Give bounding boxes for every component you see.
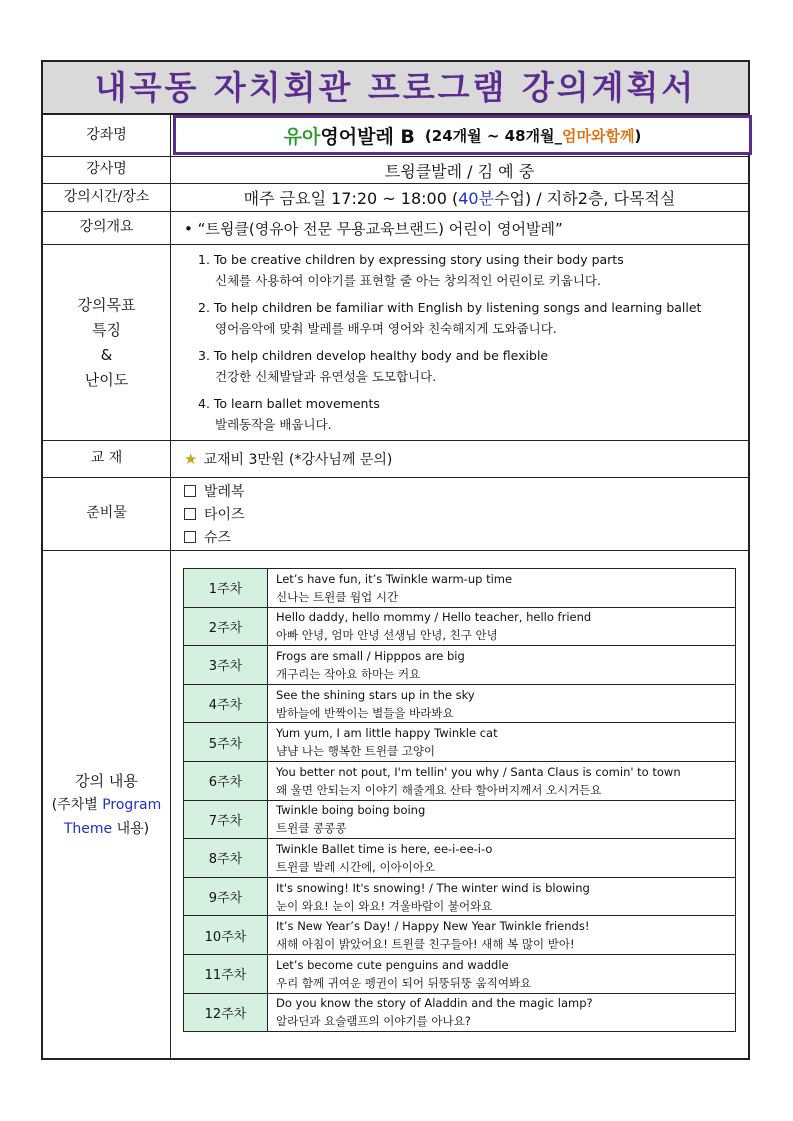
week-theme-en: Yum yum, I am little happy Twinkle cat [276,726,498,741]
goal-en: 2. To help children be familiar with English by listening songs and learning ballet [198,300,702,315]
week-theme-ko: 밤하늘에 반짝이는 별들을 바라봐요 [276,705,454,720]
page-title: 내곡동 자치회관 프로그램 강의계획서 [43,62,748,115]
course-age-prefix: (24개월 ~ 48개월_ [424,126,562,145]
week-row [184,916,736,955]
week-row [184,954,736,993]
overview-value: • “트윙클(영유아 전문 무용교육브랜드) 어린이 영어발레” [184,219,563,238]
content-label-theme: Theme [63,820,113,837]
week-row [184,800,736,839]
week-theme-en: Do you know the story of Aladdin and the magic lamp? [276,996,593,1011]
goal-ko: 발레동작을 배웁니다. [215,417,332,432]
content-label [43,551,171,1058]
goals-list [171,245,748,440]
content-label-line1: 강의 내용 [75,771,138,790]
goals-label [43,245,171,440]
week-theme [268,800,736,839]
goal-item [198,393,748,435]
course-label: 강좌명 [43,115,171,156]
goals-label-line: 특징 [92,320,121,339]
week-theme [268,839,736,878]
materials-item-label: 슈즈 [204,530,232,546]
week-number: 1주차 [184,569,268,608]
week-number: 11주차 [184,954,268,993]
week-number: 10주차 [184,916,268,955]
schedule-suffix: 수업) / 지하2층, 다목적실 [494,189,676,208]
week-theme-en: Frogs are small / Hipppos are big [276,648,465,663]
instructor-row [43,157,748,184]
week-theme [268,684,736,723]
week-theme [268,646,736,685]
week-number: 4주차 [184,684,268,723]
week-theme [268,916,736,955]
goals-label-line: & [100,345,113,364]
schedule-value [171,184,748,211]
week-theme-en: It's snowing! It's snowing! / The winter wind is blowing [276,880,590,895]
week-theme [268,993,736,1032]
course-name-green: 유아 [283,125,321,148]
goal-ko: 신체를 사용하여 이야기를 표현할 줄 아는 창의적인 어린이로 키웁니다. [215,273,601,288]
schedule-duration: 40분 [458,189,495,208]
schedule-prefix: 매주 금요일 17:20 ~ 18:00 ( [243,189,459,208]
overview-label: 강의개요 [43,212,171,244]
checkbox-icon [184,531,196,543]
content-label-line3 [64,817,149,841]
textbook-value: 교재비 3만원 (*강사님께 문의) [203,452,393,468]
week-row [184,839,736,878]
weekly-schedule-table [183,568,736,1032]
course-row [43,115,748,157]
week-theme [268,569,736,608]
week-row [184,569,736,608]
goals-label-line: 강의목표 [77,295,136,314]
goal-en: 4. To learn ballet movements [198,396,380,411]
week-theme-ko: 알라딘과 요술램프의 이야기를 아나요? [276,1014,471,1029]
week-row [184,877,736,916]
week-theme-en: You better not pout, I'm tellin' you why / Santa Claus is comin' to town [276,764,681,779]
goals-label-line: 난이도 [84,370,129,389]
week-theme-ko: 트윈클 발레 시간에, 이아이아오 [276,859,436,874]
week-number: 3주차 [184,646,268,685]
course-age [425,125,641,146]
materials-item [184,527,748,550]
week-theme-ko: 개구리는 작아요 하마는 커요 [276,666,421,681]
materials-item [184,504,748,527]
content-row [43,551,748,1058]
week-theme [268,761,736,800]
materials-item [184,481,748,504]
week-number: 5주차 [184,723,268,762]
content-label-program: Program [102,796,162,813]
week-row [184,761,736,800]
week-row [184,607,736,646]
week-row [184,646,736,685]
goal-en: 3. To help children develop healthy body and be flexible [198,348,549,363]
week-theme-en: Twinkle Ballet time is here, ee-i-ee-i-o [276,841,493,856]
lecture-plan-form [41,60,750,1060]
materials-item-label: 발레복 [204,484,245,500]
goal-ko: 건강한 신체발달과 유연성을 도모합니다. [215,369,437,384]
week-theme-ko: 왜 울면 안되는지 이야기 해줄게요 산타 할아버지께서 오시거든요 [276,782,602,797]
textbook-value-cell [171,441,748,477]
goals-row [43,245,748,441]
textbook-row [43,441,748,478]
checkbox-icon [184,508,196,520]
week-theme-ko: 트윈클 콩콩콩 [276,821,347,836]
content-label-line2 [52,793,162,817]
content-label-suffix: 내용) [112,820,150,837]
materials-label: 준비물 [43,478,171,550]
week-row [184,684,736,723]
week-number: 2주차 [184,607,268,646]
week-number: 12주차 [184,993,268,1032]
content-label-prefix: (주차별 [51,796,103,813]
week-theme [268,877,736,916]
goal-ko: 영어음악에 맞춰 발레를 배우며 영어와 친숙해지게 도와줍니다. [215,321,557,336]
week-theme-en: It’s New Year’s Day! / Happy New Year Twinkle friends! [276,919,590,934]
overview-row [43,212,748,245]
week-theme-en: Hello daddy, hello mommy / Hello teacher, hello friend [276,610,592,625]
week-theme-ko: 신나는 트윈클 웜업 시간 [276,589,399,604]
instructor-label: 강사명 [43,157,171,183]
week-theme-ko: 우리 함께 귀여운 펭귄이 되어 뒤뚱뒤뚱 움직여봐요 [276,975,532,990]
week-theme-en: Let’s become cute penguins and waddle [276,957,509,972]
week-row [184,723,736,762]
checkbox-icon [184,485,196,497]
week-number: 6주차 [184,761,268,800]
textbook-label: 교 재 [43,441,171,477]
week-number: 9주차 [184,877,268,916]
week-number: 8주차 [184,839,268,878]
week-theme-en: Let’s have fun, it’s Twinkle warm-up time [276,571,513,586]
goal-item [198,249,748,291]
week-theme-ko: 냠냠 나는 행복한 트윈클 고양이 [276,744,436,759]
week-theme-ko: 아빠 안녕, 엄마 안녕 선생님 안녕, 친구 안녕 [276,628,498,643]
schedule-row [43,184,748,212]
course-age-highlight: 엄마와함께 [562,126,635,145]
week-theme [268,607,736,646]
star-icon: ★ [184,450,198,468]
week-theme-ko: 새해 아침이 밝았어요! 트윈클 친구들아! 새해 복 많이 받아! [276,937,575,952]
instructor-value: 트윙클발레 / 김 예 중 [384,161,535,181]
materials-list [171,478,748,550]
week-theme [268,723,736,762]
course-name-box [173,115,752,155]
week-theme [268,954,736,993]
goal-en: 1. To be creative children by expressing story using their body parts [198,252,624,267]
materials-row [43,478,748,551]
week-theme-ko: 눈이 와요! 눈이 와요! 겨울바람이 불어와요 [276,898,493,913]
goal-item [198,345,748,387]
week-theme-en: See the shining stars up in the sky [276,687,475,702]
schedule-label: 강의시간/장소 [43,184,171,211]
week-theme-en: Twinkle boing boing boing [276,803,426,818]
course-age-suffix: ) [634,126,642,145]
goal-item [198,297,748,339]
materials-item-label: 타이즈 [204,507,245,523]
course-name-main: 영어발레 B [320,125,415,148]
week-number: 7주차 [184,800,268,839]
week-row [184,993,736,1032]
